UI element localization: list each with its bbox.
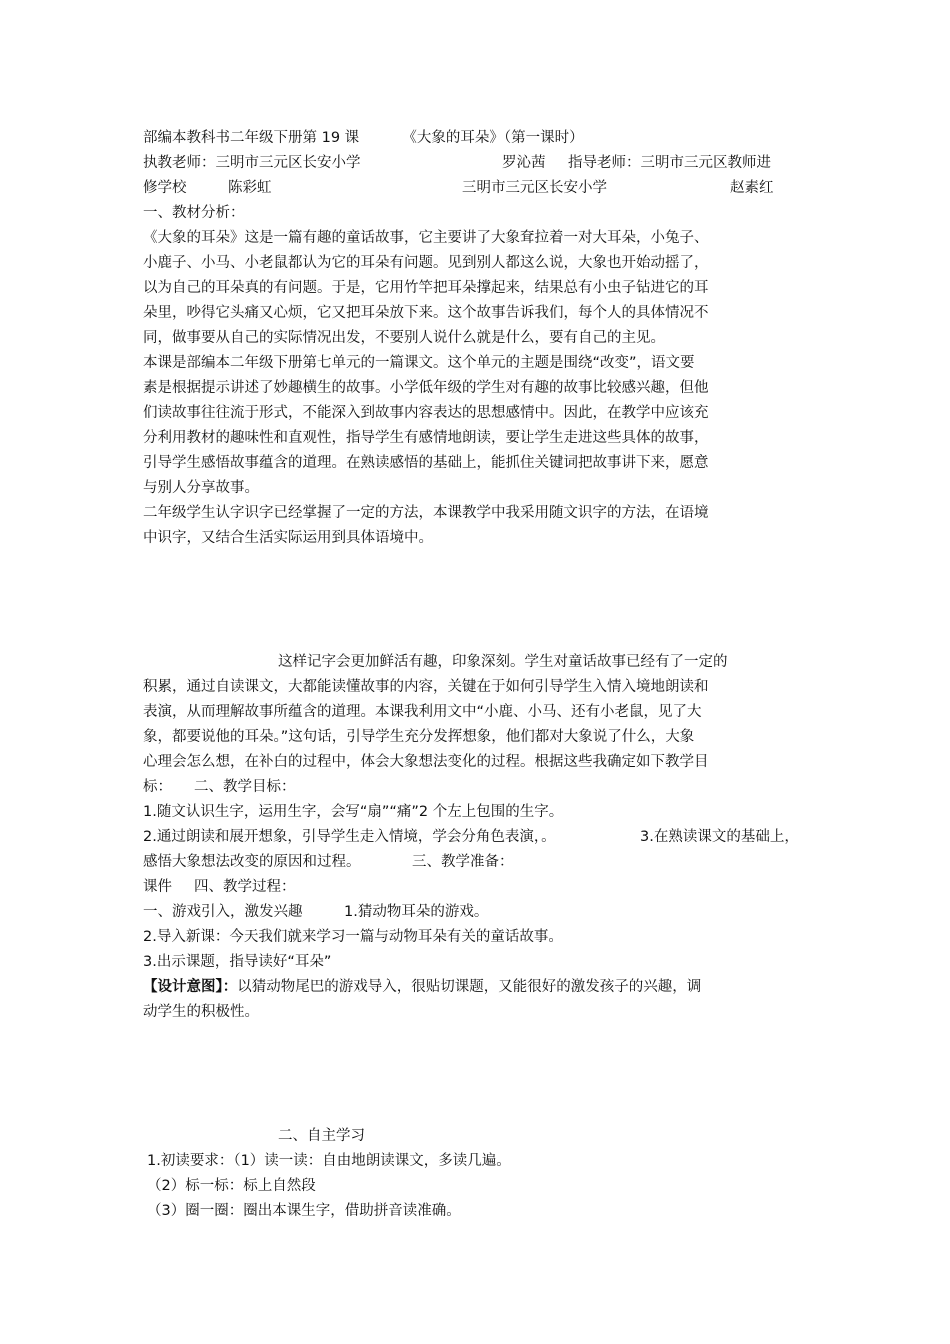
section-heading-process: 四、教学过程：: [194, 879, 296, 895]
section-heading-goals: 二、教学目标：: [194, 779, 296, 795]
prep-value: 课件: [143, 879, 172, 895]
paragraph-line: 这样记字会更加鲜活有趣，印象深刻。学生对童话故事已经有了一定的: [278, 654, 728, 670]
goal-item: 3.在熟读课文的基础上，: [640, 829, 799, 845]
requirement-item: （2）标一标：标上自然段: [147, 1178, 316, 1194]
paragraph-line: 表演，从而理解故事所蕴含的道理。本课我利用文中“小鹿、小马、还有小老鼠，见了大: [143, 704, 702, 720]
design-intent: [143, 975, 701, 999]
paragraph-line: 引导学生感悟故事蕴含的道理。在熟读感悟的基础上，能抓住关键词把故事讲下来，愿意: [143, 455, 709, 471]
section-heading-analysis: 一、教材分析：: [143, 205, 245, 221]
step-item: 3.出示课题，指导读好“耳朵”: [143, 954, 332, 970]
paragraph-line: 小鹿子、小马、小老鼠都认为它的耳朵有问题。见到别人都这么说，大象也开始动摇了，: [143, 255, 709, 271]
paragraph-line: 动学生的积极性。: [143, 1004, 259, 1020]
paragraph-line: 《大象的耳朵》这是一篇有趣的童话故事，它主要讲了大象耷拉着一对大耳朵，小兔子、: [143, 230, 709, 246]
advisor-school-end: 修学校: [143, 180, 187, 196]
step-item: 1.猜动物耳朵的游戏。: [344, 904, 489, 920]
advisor-label: 指导老师：三明市三元区教师进: [568, 155, 771, 171]
paragraph-line: 标：: [143, 779, 172, 795]
requirement-item: 1.初读要求：（1）读一读：自由地朗读课文，多读几遍。: [147, 1153, 511, 1169]
paragraph-line: 积累，通过自读课文，大都能读懂故事的内容，关键在于如何引导学生入情入境地朗读和: [143, 679, 709, 695]
paragraph-line: 以为自己的耳朵真的有问题。于是，它用竹竿把耳朵撑起来，结果总有小虫子钻进它的耳: [143, 280, 709, 296]
paragraph-line: 二年级学生认字识字已经掌握了一定的方法，本课教学中我采用随文识字的方法，在语境: [143, 505, 709, 521]
goal-item: 感悟大象想法改变的原因和过程。: [143, 854, 361, 870]
paragraph-line: 象，都要说他的耳朵。”这句话，引导学生充分发挥想象，他们都对大象说了什么，大象: [143, 729, 695, 745]
course-label: 部编本教科书二年级下册第 19 课: [143, 130, 360, 146]
paragraph-line: 素是根据提示讲述了妙趣横生的故事。小学低年级的学生对有趣的故事比较感兴趣，但他: [143, 380, 709, 396]
paragraph-line: 与别人分享故事。: [143, 480, 259, 496]
section-heading-prep: 三、教学准备：: [412, 854, 514, 870]
paragraph-line: 中识字，又结合生活实际运用到具体语境中。: [143, 530, 433, 546]
advisor-name-2: 赵素红: [730, 180, 774, 196]
paragraph-line: 朵里，吵得它头痛又心烦，它又把耳朵放下来。这个故事告诉我们，每个人的具体情况不: [143, 305, 709, 321]
section-heading-self-study: 二、自主学习: [278, 1128, 365, 1144]
paragraph-line: 分利用教材的趣味性和直观性，指导学生有感情地朗读，要让学生走进这些具体的故事，: [143, 430, 709, 446]
design-intent-text: 以猜动物尾巴的游戏导入，很贴切课题，又能很好的激发孩子的兴趣，调: [237, 979, 702, 995]
paragraph-line: 们读故事往往流于形式，不能深入到故事内容表达的思想感情中。因此，在教学中应该充: [143, 405, 709, 421]
advisor-school-2: 三明市三元区长安小学: [462, 180, 607, 196]
teacher-line: [143, 151, 361, 175]
paragraph-line: 本课是部编本二年级下册第七单元的一篇课文。这个单元的主题是围绕“改变”，语文要: [143, 355, 695, 371]
goal-item: 2.通过朗读和展开想象，引导学生走入情境，学会分角色表演，。: [143, 829, 556, 845]
step-item: 2.导入新课：今天我们就来学习一篇与动物耳朵有关的童话故事。: [143, 929, 563, 945]
step-heading: 一、游戏引入，激发兴趣: [143, 904, 303, 920]
advisor-name-1: 陈彩虹: [228, 180, 272, 196]
document-title: 《大象的耳朵》（第一课时）: [402, 130, 584, 146]
goal-item: 1.随文认识生字，运用生字，会写“扇”“痛”2 个左上包围的生字。: [143, 804, 564, 820]
paragraph-line: 心理会怎么想，在补白的过程中，体会大象想法变化的过程。根据这些我确定如下教学目: [143, 754, 709, 770]
teacher-label: 执教老师：三明市三元区长安小学: [143, 155, 361, 171]
teacher-name: 罗沁茜: [502, 155, 546, 171]
requirement-item: （3）圈一圈：圈出本课生字，借助拼音读准确。: [147, 1203, 461, 1219]
course-line: [143, 126, 584, 150]
paragraph-line: 同，做事要从自己的实际情况出发，不要别人说什么就是什么，要有自己的主见。: [143, 330, 665, 346]
design-intent-label: 【设计意图】：: [143, 979, 238, 995]
